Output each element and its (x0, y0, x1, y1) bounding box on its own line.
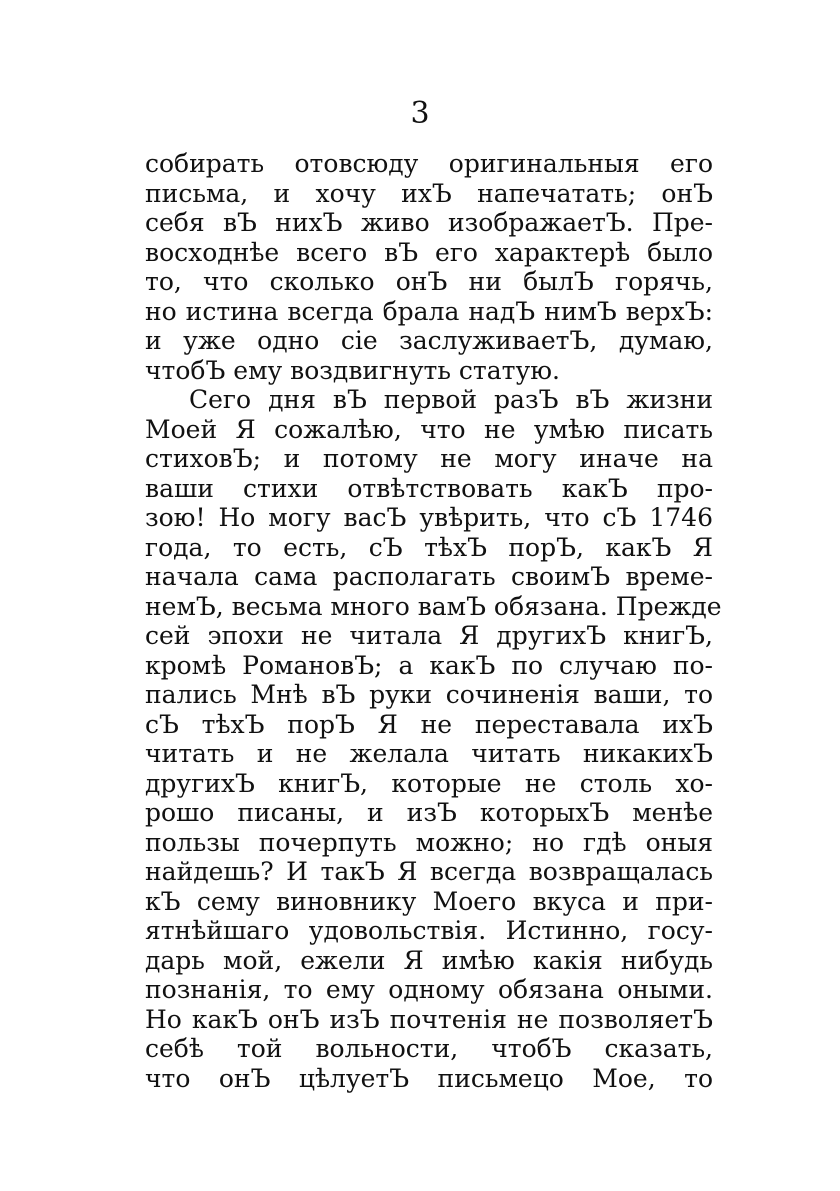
text-line: пались Мнѣ вЪ руки сочиненія ваши, то (145, 680, 713, 709)
body-text (145, 149, 722, 1093)
text-line: найдешь? И такЪ Я всегда возвращалась (145, 857, 713, 886)
text-line: Но какЪ онЪ изЪ почтенія не позволяетЪ (145, 1004, 713, 1034)
text-line: и уже одно сіе заслуживаетЪ, думаю, (145, 326, 713, 355)
text-line: дарь мой, ежели Я имѣю какія нибудь (145, 945, 713, 975)
text-line: сЪ тѣхЪ порЪ Я не переставала ихЪ (145, 709, 713, 739)
text-line: кромѣ РомановЪ; а какЪ по случаю по- (145, 650, 713, 680)
paragraph-end-line: чтобЪ ему воздвигнуть статую. (145, 355, 560, 385)
text-line: но истина всегда брала надЪ нимЪ верхЪ: (145, 296, 713, 326)
text-line: себя вЪ нихЪ живо изображаетЪ. Пре- (145, 208, 713, 237)
text-line: читать и не желала читать никакихЪ (145, 739, 713, 768)
paragraph-start-line: Сего дня вЪ первой разЪ вЪ жизни (189, 385, 713, 414)
text-line: восходнѣе всего вЪ его характерѣ было (145, 237, 713, 267)
text-line: сей эпохи не читала Я другихЪ книгЪ, (145, 621, 713, 650)
text-line: собирать отовсюду оригинальныя его (145, 149, 713, 178)
text-line: пользы почерпуть можно; но гдѣ оныя (145, 827, 713, 857)
text-line: зою! Но могу васЪ увѣрить, что сЪ 1746 (145, 503, 713, 532)
text-line: начала сама располагать своимЪ време- (145, 562, 713, 591)
text-line: себѣ той вольности, чтобЪ сказать, (145, 1034, 713, 1063)
text-line: ваши стихи отвѣтствовать какЪ про- (145, 473, 713, 503)
text-line: что онЪ цѣлуетЪ письмецо Мое, то (145, 1063, 713, 1093)
text-line: года, то есть, сЪ тѣхЪ порЪ, какЪ Я (145, 532, 713, 562)
text-line: Моей Я сожалѣю, что не умѣю писать (145, 414, 713, 444)
text-line: немЪ, весьма много вамЪ обязана. Прежде (145, 591, 722, 621)
text-line: ятнѣйшаго удовольствія. Истинно, госу- (145, 916, 713, 945)
text-line: письма, и хочу ихЪ напечатать; онЪ (145, 178, 713, 208)
page-number: 3 (410, 96, 430, 131)
text-line: стиховЪ; и потому не могу иначе на (145, 444, 713, 473)
text-line: то, что сколько онЪ ни былЪ горячь, (145, 267, 713, 296)
text-line: рошо писаны, и изЪ которыхЪ менѣе (145, 798, 713, 827)
text-line: другихЪ книгЪ, которые не столь хо- (145, 768, 713, 798)
text-line: кЪ сему виновнику Моего вкуса и при- (145, 886, 713, 916)
text-line: познанія, то ему одному обязана оными. (145, 975, 713, 1004)
